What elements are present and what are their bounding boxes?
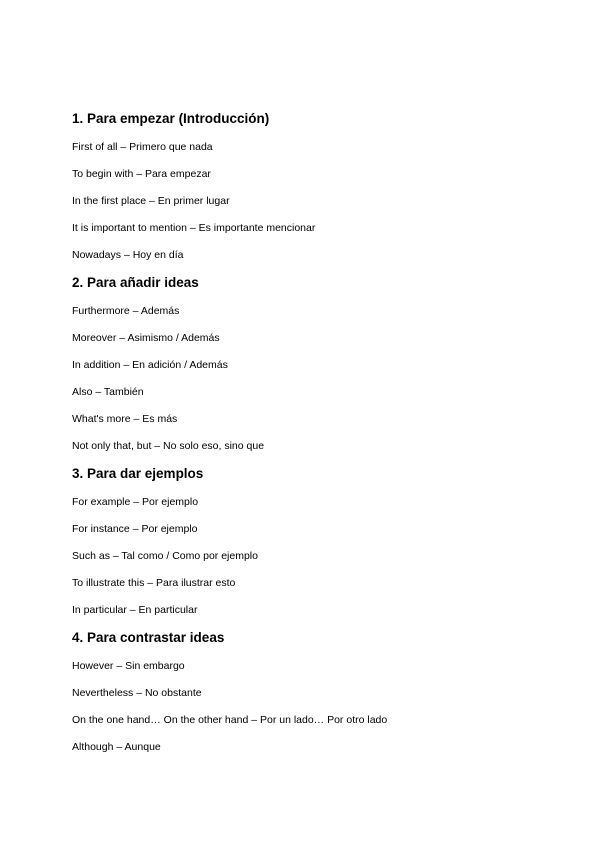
phrase-entry: Also – También [72,386,144,398]
phrase-entry: In the first place – En primer lugar [72,195,230,207]
phrase-entry: Although – Aunque [72,741,161,753]
phrase-entry: Not only that, but – No solo eso, sino que [72,440,265,452]
phrase-entry: In addition – En adición / Además [72,359,228,371]
section-heading: 1. Para empezar (Introducción) [72,111,270,126]
phrase-entry: Moreover – Asimismo / Además [72,332,220,344]
phrase-entry: Nevertheless – No obstante [72,687,202,699]
phrase-entry: It is important to mention – Es importante mencionar [72,222,316,234]
section-anadir-ideas [72,274,572,465]
phrase-entry: For instance – Por ejemplo [72,523,198,535]
phrase-entry: What's more – Es más [72,413,178,425]
section-heading: 3. Para dar ejemplos [72,466,204,481]
phrase-entry: Furthermore – Además [72,305,180,317]
phrase-entry: However – Sin embargo [72,660,185,672]
section-introduccion [72,110,572,274]
section-heading: 4. Para contrastar ideas [72,630,225,645]
document-page [72,110,572,755]
phrase-entry: Nowadays – Hoy en día [72,249,184,261]
phrase-entry: To illustrate this – Para ilustrar esto [72,577,236,589]
section-contrastar-ideas [72,629,572,755]
phrase-entry: First of all – Primero que nada [72,141,213,153]
phrase-entry: Such as – Tal como / Como por ejemplo [72,550,258,562]
section-heading: 2. Para añadir ideas [72,275,199,290]
phrase-entry: For example – Por ejemplo [72,496,199,508]
phrase-entry: On the one hand… On the other hand – Por un lado… Por otro lado [72,714,388,726]
phrase-entry: In particular – En particular [72,604,198,616]
section-dar-ejemplos [72,465,572,629]
phrase-entry: To begin with – Para empezar [72,168,211,180]
